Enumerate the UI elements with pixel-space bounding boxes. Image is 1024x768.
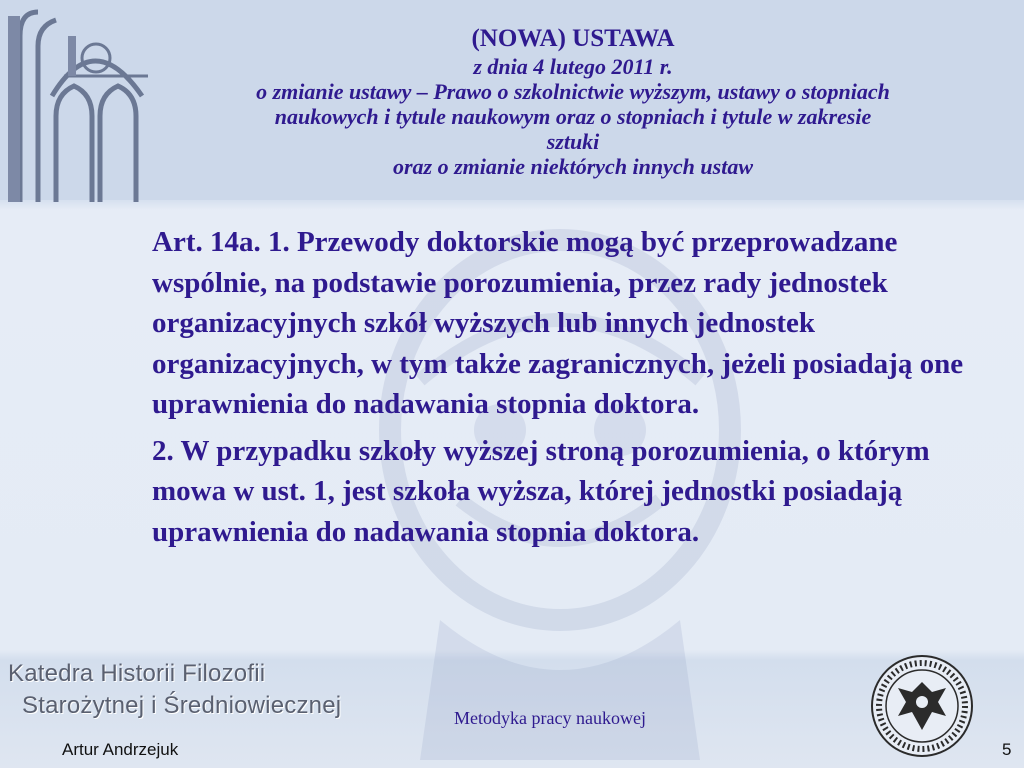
subtitle-line-1: o zmianie ustawy – Prawo o szkolnictwie wyższym, ustawy o stopniach — [256, 79, 890, 104]
subtitle-line-4: oraz o zmianie niektórych innych ustaw — [392, 154, 753, 179]
page-title: (NOWA) USTAWA — [471, 25, 675, 52]
department-line-1: Katedra Historii Filozofii — [8, 660, 266, 687]
page-number: 5 — [1002, 740, 1012, 759]
subtitle-line-3: sztuki — [546, 129, 600, 154]
university-seal-icon — [868, 652, 976, 760]
department-line-2: Starożytnej i Średniowiecznej — [22, 692, 342, 719]
subtitle-line-2: naukowych i tytule naukowym oraz o stopniach i tytule w zakresie — [274, 104, 872, 129]
gothic-arch-logo-icon — [8, 6, 158, 202]
body-text — [152, 222, 972, 558]
title-block — [150, 24, 996, 179]
department-name — [8, 658, 341, 722]
paragraph-article-14a-1: Art. 14a. 1. Przewody doktorskie mogą być przeprowadzane wspólnie, na podstawie porozumienia, przez rady jednostek organizacyjnych szkół wyższych lub innych jednostek organizacyjnych, w tym także zagranicznych, jeżeli posiadają one uprawnienia do nadawania stopnia doktora. — [152, 226, 964, 420]
course-title: Metodyka pracy naukowej — [454, 708, 646, 728]
author-name: Artur Andrzejuk — [62, 740, 179, 759]
paragraph-article-14a-2: 2. W przypadku szkoły wyższej stroną porozumienia, o którym mowa w ust. 1, jest szkoła wyższa, której jednostki posiadają uprawnienia do nadawania stopnia doktora. — [152, 434, 930, 548]
date-line: z dnia 4 lutego 2011 r. — [473, 54, 673, 79]
